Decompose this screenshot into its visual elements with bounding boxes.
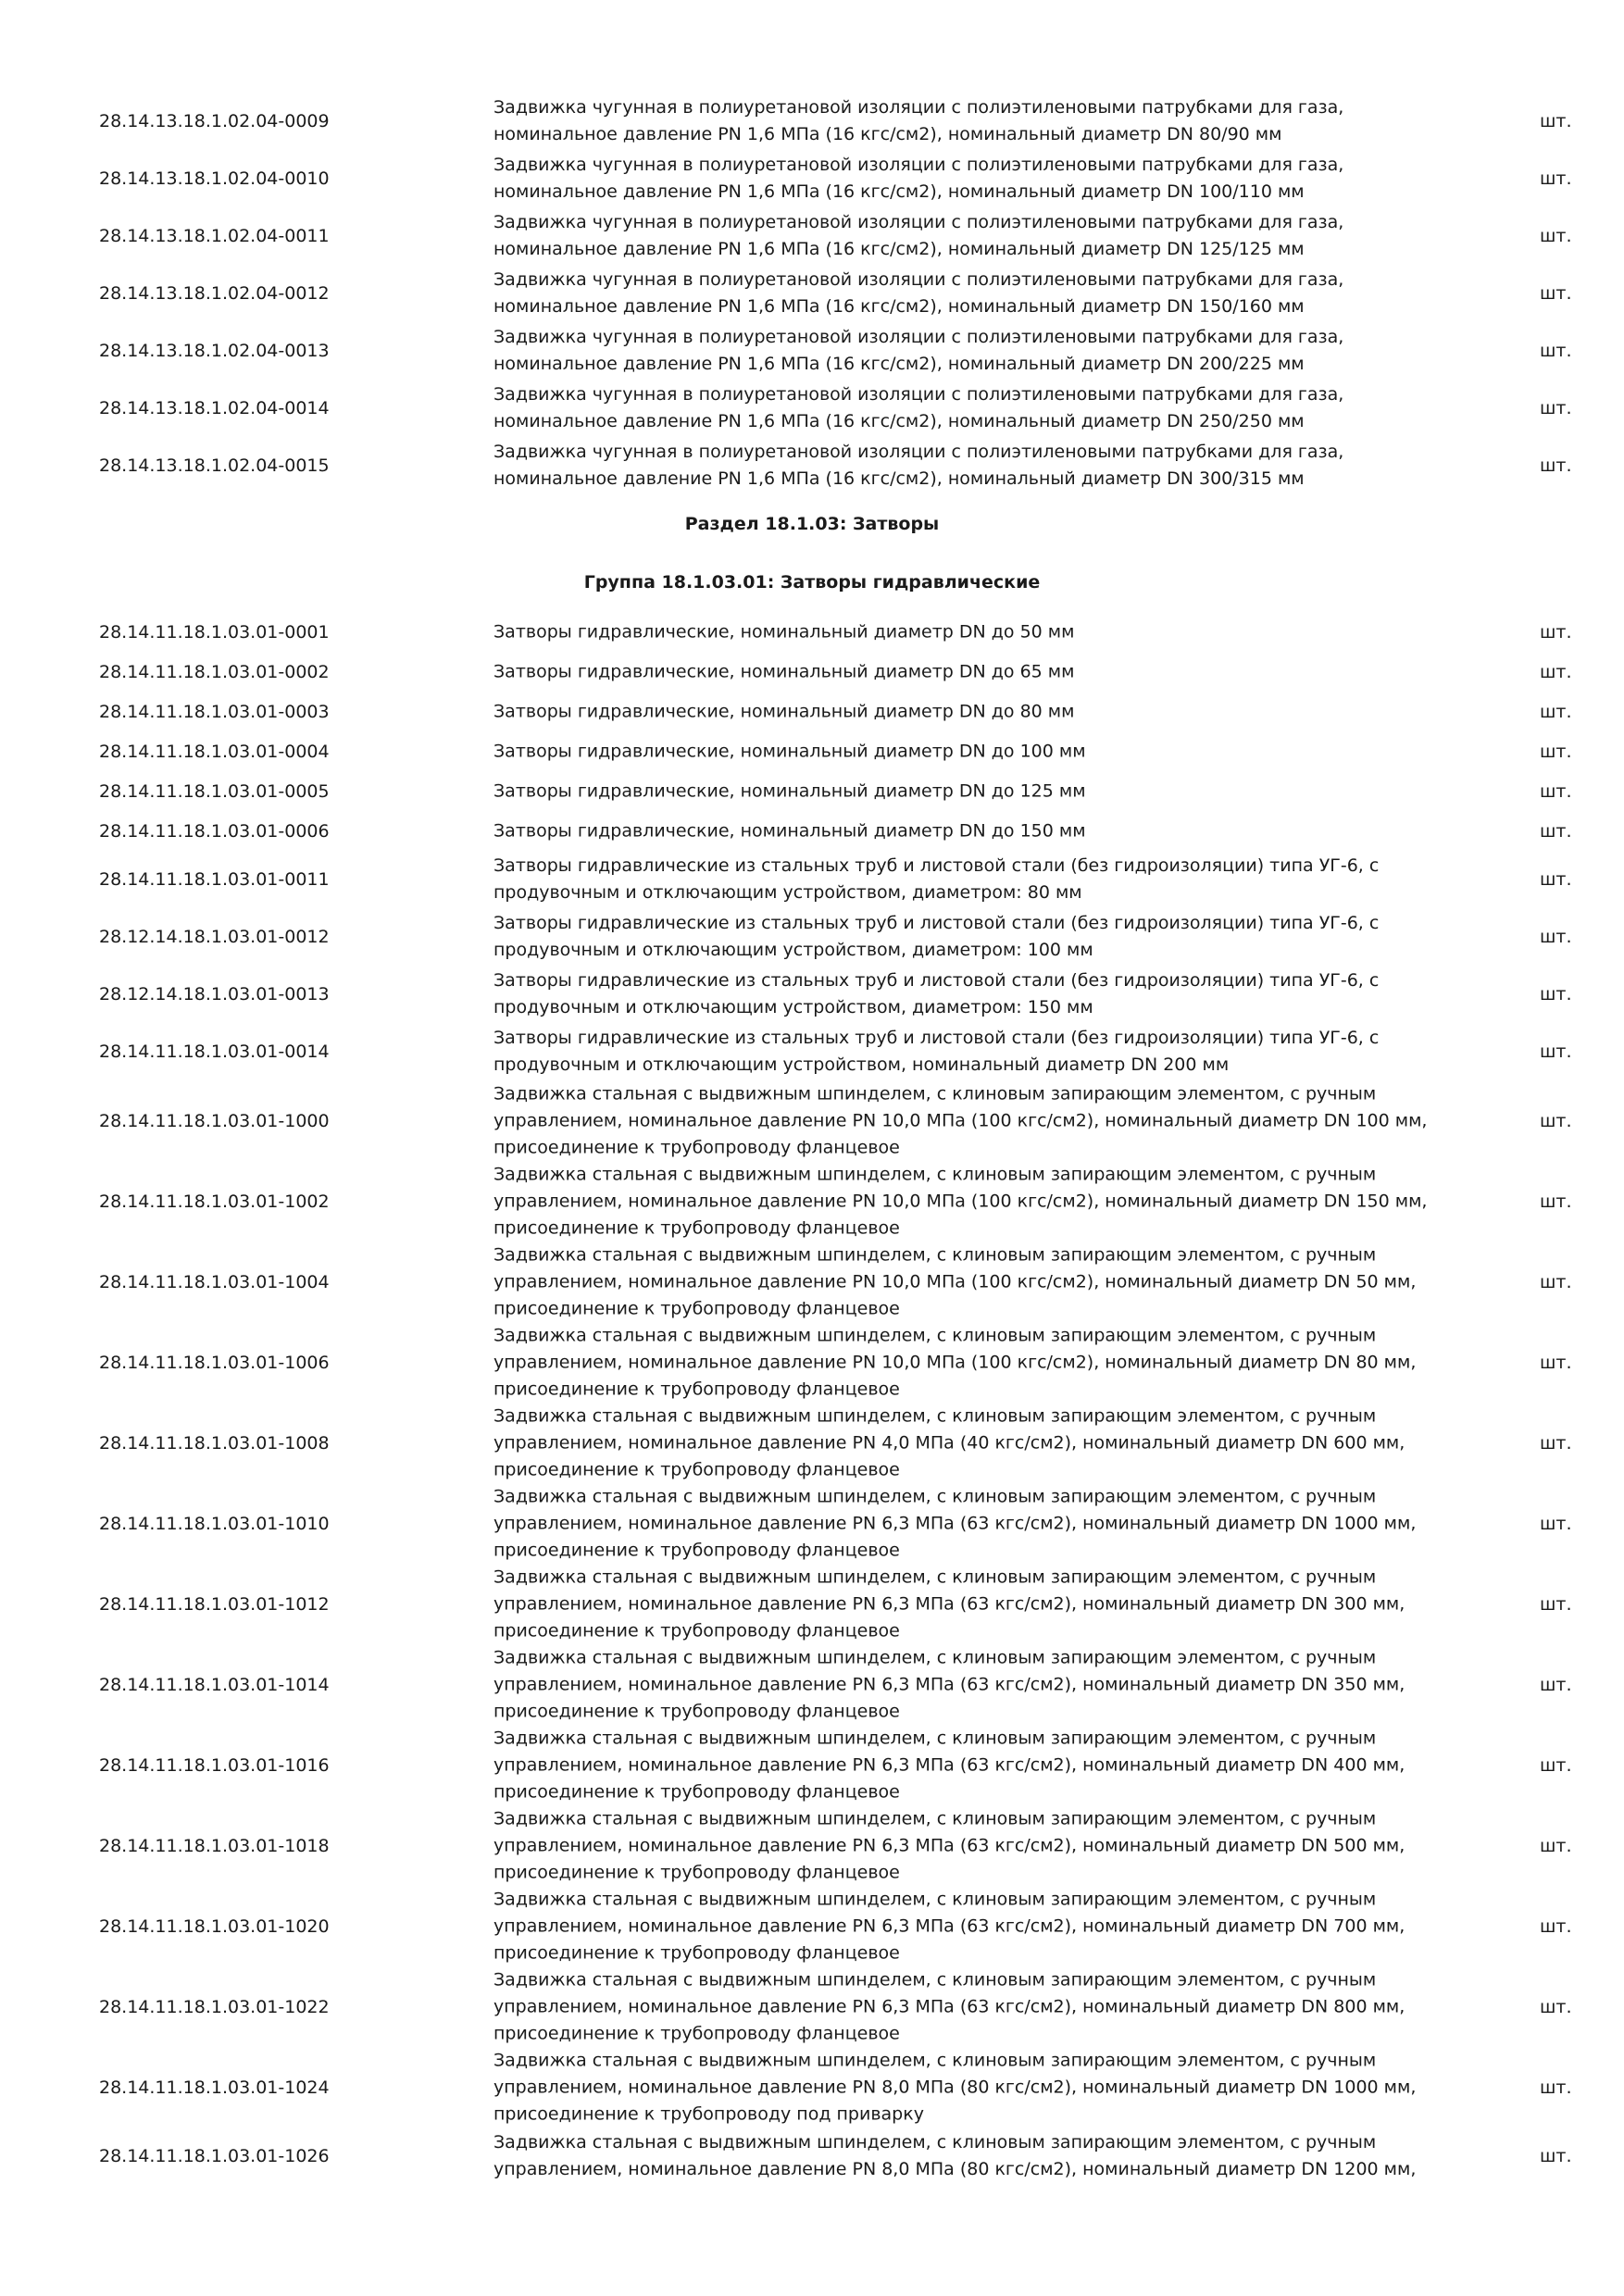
description-line: Задвижка чугунная в полиуретановой изоляции с полиэтиленовыми патрубками для газа,	[493, 155, 1344, 175]
item-description	[493, 1564, 1493, 1644]
description-line: присоединение к трубопроводу фланцевое	[493, 1620, 900, 1641]
description-line: управлением, номинальное давление PN 10,0 МПа (100 кгс/см2), номинальный диаметр DN 50 мм,	[493, 1271, 1417, 1292]
item-code: 28.14.11.18.1.03.01-1008	[99, 1432, 330, 1454]
item-unit: шт.	[1540, 283, 1572, 304]
description-line: Задвижка стальная с выдвижным шпинделем, с клиновым запирающим элементом, с ручным	[493, 1244, 1377, 1265]
description-line: управлением, номинальное давление PN 8,0 МПа (80 кгс/см2), номинальный диаметр DN 1200 мм,	[493, 2159, 1417, 2179]
item-description	[493, 1242, 1493, 1322]
item-description	[493, 1080, 1493, 1161]
item-description	[493, 738, 1493, 765]
description-line: Задвижка стальная с выдвижным шпинделем, с клиновым запирающим элементом, с ручным	[493, 1969, 1377, 1990]
item-unit: шт.	[1540, 1754, 1572, 1776]
description-line: Задвижка стальная с выдвижным шпинделем, с клиновым запирающим элементом, с ручным	[493, 1566, 1377, 1587]
item-description	[493, 967, 1493, 1021]
item-code: 28.12.14.18.1.03.01-0012	[99, 927, 330, 947]
item-unit: шт.	[1540, 1674, 1572, 1695]
description-line: Задвижка чугунная в полиуретановой изоляции с полиэтиленовыми патрубками для газа,	[493, 269, 1344, 290]
item-code: 28.14.11.18.1.03.01-0011	[99, 869, 330, 890]
item-description	[493, 1403, 1493, 1483]
item-code: 28.14.11.18.1.03.01-1010	[99, 1513, 330, 1534]
description-line: присоединение к трубопроводу фланцевое	[493, 1781, 900, 1802]
table-row	[0, 380, 1624, 437]
description-line: Затворы гидравлические, номинальный диаметр DN до 80 мм	[493, 701, 1075, 721]
item-unit: шт.	[1540, 1191, 1572, 1212]
item-code: 28.14.13.18.1.02.04-0012	[99, 283, 330, 304]
description-line: номинальное давление PN 1,6 МПа (16 кгс/см2), номинальный диаметр DN 300/315 мм	[493, 468, 1305, 489]
item-code: 28.14.11.18.1.03.01-1002	[99, 1191, 330, 1212]
item-unit: шт.	[1540, 1110, 1572, 1131]
item-code: 28.14.11.18.1.03.01-1000	[99, 1110, 330, 1131]
description-line: номинальное давление PN 1,6 МПа (16 кгс/см2), номинальный диаметр DN 100/110 мм	[493, 181, 1305, 202]
table-row	[0, 612, 1624, 652]
description-line: Задвижка чугунная в полиуретановой изоляции с полиэтиленовыми патрубками для газа,	[493, 442, 1344, 462]
item-code: 28.14.11.18.1.03.01-1024	[99, 2077, 330, 2098]
description-line: управлением, номинальное давление PN 8,0 МПа (80 кгс/см2), номинальный диаметр DN 1000 мм,	[493, 2077, 1417, 2097]
item-description	[493, 1886, 1493, 1966]
item-code: 28.14.11.18.1.03.01-0004	[99, 741, 330, 762]
item-unit: шт.	[1540, 111, 1572, 131]
item-unit: шт.	[1540, 621, 1572, 643]
description-line: присоединение к трубопроводу фланцевое	[493, 1379, 900, 1399]
description-line: управлением, номинальное давление PN 6,3 МПа (63 кгс/см2), номинальный диаметр DN 350 мм,	[493, 1674, 1405, 1694]
item-unit: шт.	[1540, 2077, 1572, 2098]
item-code: 28.14.13.18.1.02.04-0010	[99, 168, 330, 189]
description-line: присоединение к трубопроводу фланцевое	[493, 1459, 900, 1479]
description-line: Затворы гидравлические из стальных труб и листовой стали (без гидроизоляции) типа УГ-6, с	[493, 913, 1380, 933]
description-line: управлением, номинальное давление PN 6,3 МПа (63 кгс/см2), номинальный диаметр DN 500 мм,	[493, 1835, 1405, 1855]
item-description	[493, 853, 1493, 906]
description-line: Задвижка стальная с выдвижным шпинделем, с клиновым запирающим элементом, с ручным	[493, 1647, 1377, 1667]
item-unit: шт.	[1540, 701, 1572, 722]
description-line: Задвижка стальная с выдвижным шпинделем, с клиновым запирающим элементом, с ручным	[493, 1405, 1377, 1426]
description-line: Затворы гидравлические, номинальный диаметр DN до 65 мм	[493, 661, 1075, 681]
description-line: продувочным и отключающим устройством, диаметром: 80 мм	[493, 882, 1082, 903]
item-code: 28.14.11.18.1.03.01-1016	[99, 1754, 330, 1776]
table-row	[0, 1161, 1624, 1242]
item-code: 28.14.11.18.1.03.01-1018	[99, 1835, 330, 1856]
item-code: 28.14.11.18.1.03.01-1014	[99, 1674, 330, 1695]
table-row	[0, 437, 1624, 494]
item-description	[493, 658, 1493, 685]
item-unit: шт.	[1540, 820, 1572, 842]
item-description	[493, 1025, 1493, 1079]
item-code: 28.12.14.18.1.03.01-0013	[99, 984, 330, 1004]
item-code: 28.14.13.18.1.02.04-0015	[99, 455, 330, 476]
item-unit: шт.	[1540, 780, 1572, 802]
description-line: Затворы гидравлические, номинальный диаметр DN до 150 мм	[493, 820, 1086, 841]
description-line: присоединение к трубопроводу фланцевое	[493, 1217, 900, 1238]
document-page	[0, 93, 1624, 2185]
description-line: Затворы гидравлические из стальных труб и листовой стали (без гидроизоляции) типа УГ-6, с	[493, 1028, 1380, 1048]
description-line: Затворы гидравлические, номинальный диаметр DN до 100 мм	[493, 741, 1086, 761]
description-line: присоединение к трубопроводу фланцевое	[493, 1862, 900, 1882]
table-row	[0, 1023, 1624, 1080]
table-row	[0, 1483, 1624, 1564]
table-row	[0, 966, 1624, 1023]
description-line: Задвижка стальная с выдвижным шпинделем, с клиновым запирающим элементом, с ручным	[493, 1486, 1377, 1506]
table-row	[0, 2128, 1624, 2185]
item-unit: шт.	[1540, 1835, 1572, 1856]
description-line: Задвижка стальная с выдвижным шпинделем, с клиновым запирающим элементом, с ручным	[493, 1164, 1377, 1184]
table-row	[0, 1886, 1624, 1966]
item-description	[493, 439, 1493, 493]
description-line: продувочным и отключающим устройством, диаметром: 100 мм	[493, 940, 1093, 960]
item-description	[493, 1805, 1493, 1886]
description-line: продувочным и отключающим устройством, номинальный диаметр DN 200 мм	[493, 1054, 1230, 1075]
table-row	[0, 1805, 1624, 1886]
description-line: присоединение к трубопроводу фланцевое	[493, 1298, 900, 1318]
table-row	[0, 851, 1624, 908]
description-line: Задвижка чугунная в полиуретановой изоляции с полиэтиленовыми патрубками для газа,	[493, 212, 1344, 232]
item-code: 28.14.11.18.1.03.01-0006	[99, 820, 330, 842]
group-heading: Группа 18.1.03.01: Затворы гидравлические	[583, 572, 1041, 593]
description-line: управлением, номинальное давление PN 6,3 МПа (63 кгс/см2), номинальный диаметр DN 700 мм,	[493, 1915, 1405, 1936]
item-unit: шт.	[1540, 661, 1572, 682]
table-row	[0, 1080, 1624, 1161]
item-unit: шт.	[1540, 455, 1572, 476]
description-line: Задвижка стальная с выдвижным шпинделем, с клиновым запирающим элементом, с ручным	[493, 1808, 1377, 1828]
item-description	[493, 267, 1493, 320]
table-row	[0, 1403, 1624, 1483]
table-row	[0, 1322, 1624, 1403]
item-description	[493, 209, 1493, 263]
item-description	[493, 152, 1493, 206]
item-description	[493, 324, 1493, 378]
item-code: 28.14.13.18.1.02.04-0011	[99, 226, 330, 246]
table-row	[0, 731, 1624, 771]
description-line: номинальное давление PN 1,6 МПа (16 кгс/см2), номинальный диаметр DN 150/160 мм	[493, 296, 1305, 317]
item-code: 28.14.11.18.1.03.01-0002	[99, 661, 330, 682]
item-unit: шт.	[1540, 226, 1572, 246]
table-row	[0, 1242, 1624, 1322]
description-line: управлением, номинальное давление PN 10,0 МПа (100 кгс/см2), номинальный диаметр DN 80 мм,	[493, 1352, 1417, 1372]
item-unit: шт.	[1540, 869, 1572, 890]
item-code: 28.14.11.18.1.03.01-1022	[99, 1996, 330, 2017]
table-row	[0, 150, 1624, 207]
table-row	[0, 322, 1624, 380]
description-line: Задвижка стальная с выдвижным шпинделем, с клиновым запирающим элементом, с ручным	[493, 1083, 1377, 1104]
description-line: управлением, номинальное давление PN 6,3 МПа (63 кгс/см2), номинальный диаметр DN 400 мм,	[493, 1754, 1405, 1775]
table-row	[0, 811, 1624, 851]
description-line: присоединение к трубопроводу под приварку	[493, 2103, 924, 2124]
item-code: 28.14.13.18.1.02.04-0013	[99, 341, 330, 361]
item-description	[493, 910, 1493, 964]
description-line: управлением, номинальное давление PN 4,0 МПа (40 кгс/см2), номинальный диаметр DN 600 мм,	[493, 1432, 1405, 1453]
item-unit: шт.	[1540, 341, 1572, 361]
description-line: управлением, номинальное давление PN 10,0 МПа (100 кгс/см2), номинальный диаметр DN 150 мм,	[493, 1191, 1428, 1211]
item-description	[493, 1644, 1493, 1725]
description-line: Задвижка стальная с выдвижным шпинделем, с клиновым запирающим элементом, с ручным	[493, 1889, 1377, 1909]
description-line: номинальное давление PN 1,6 МПа (16 кгс/см2), номинальный диаметр DN 125/125 мм	[493, 239, 1305, 259]
table-row	[0, 1644, 1624, 1725]
item-description	[493, 618, 1493, 645]
section-heading: Раздел 18.1.03: Затворы	[684, 514, 940, 534]
description-line: Задвижка стальная с выдвижным шпинделем, с клиновым запирающим элементом, с ручным	[493, 2132, 1377, 2152]
item-description	[493, 817, 1493, 844]
item-description	[493, 2129, 1493, 2183]
item-code: 28.14.11.18.1.03.01-1026	[99, 2146, 330, 2166]
table-row	[0, 771, 1624, 811]
description-line: управлением, номинальное давление PN 6,3 МПа (63 кгс/см2), номинальный диаметр DN 800 мм,	[493, 1996, 1405, 2016]
description-line: присоединение к трубопроводу фланцевое	[493, 2023, 900, 2043]
table-row	[0, 1725, 1624, 1805]
item-description	[493, 381, 1493, 435]
table-row	[0, 93, 1624, 150]
description-line: присоединение к трубопроводу фланцевое	[493, 1540, 900, 1560]
item-code: 28.14.11.18.1.03.01-0001	[99, 621, 330, 643]
table-row	[0, 692, 1624, 731]
description-line: продувочным и отключающим устройством, диаметром: 150 мм	[493, 997, 1093, 1017]
item-unit: шт.	[1540, 1915, 1572, 1937]
table-row	[0, 1564, 1624, 1644]
item-unit: шт.	[1540, 1513, 1572, 1534]
item-unit: шт.	[1540, 1996, 1572, 2017]
item-unit: шт.	[1540, 927, 1572, 947]
description-line: номинальное давление PN 1,6 МПа (16 кгс/см2), номинальный диаметр DN 200/225 мм	[493, 354, 1305, 374]
item-unit: шт.	[1540, 168, 1572, 189]
item-unit: шт.	[1540, 1042, 1572, 1062]
table-row	[0, 908, 1624, 966]
table-row	[0, 2047, 1624, 2128]
description-line: управлением, номинальное давление PN 10,0 МПа (100 кгс/см2), номинальный диаметр DN 100 мм,	[493, 1110, 1428, 1130]
description-line: присоединение к трубопроводу фланцевое	[493, 1701, 900, 1721]
item-unit: шт.	[1540, 741, 1572, 762]
item-code: 28.14.11.18.1.03.01-0005	[99, 780, 330, 802]
item-description	[493, 1725, 1493, 1805]
item-unit: шт.	[1540, 2146, 1572, 2166]
description-line: Затворы гидравлические из стальных труб и листовой стали (без гидроизоляции) типа УГ-6, с	[493, 855, 1380, 876]
description-line: присоединение к трубопроводу фланцевое	[493, 1942, 900, 1963]
description-line: Задвижка стальная с выдвижным шпинделем, с клиновым запирающим элементом, с ручным	[493, 2050, 1377, 2070]
item-unit: шт.	[1540, 1593, 1572, 1615]
item-unit: шт.	[1540, 984, 1572, 1004]
item-description	[493, 2047, 1493, 2128]
table-row	[0, 265, 1624, 322]
item-code: 28.14.11.18.1.03.01-1006	[99, 1352, 330, 1373]
item-code: 28.14.11.18.1.03.01-0014	[99, 1042, 330, 1062]
item-description	[493, 1161, 1493, 1242]
item-description	[493, 778, 1493, 805]
item-unit: шт.	[1540, 1432, 1572, 1454]
item-description	[493, 1322, 1493, 1403]
item-code: 28.14.11.18.1.03.01-1020	[99, 1915, 330, 1937]
description-line: номинальное давление PN 1,6 МПа (16 кгс/см2), номинальный диаметр DN 250/250 мм	[493, 411, 1305, 431]
item-code: 28.14.11.18.1.03.01-0003	[99, 701, 330, 722]
item-unit: шт.	[1540, 398, 1572, 418]
description-line: номинальное давление PN 1,6 МПа (16 кгс/см2), номинальный диаметр DN 80/90 мм	[493, 124, 1282, 144]
description-line: Задвижка стальная с выдвижным шпинделем, с клиновым запирающим элементом, с ручным	[493, 1325, 1377, 1345]
description-line: управлением, номинальное давление PN 6,3 МПа (63 кгс/см2), номинальный диаметр DN 1000 мм,	[493, 1513, 1417, 1533]
description-line: Затворы гидравлические из стальных труб и листовой стали (без гидроизоляции) типа УГ-6, с	[493, 970, 1380, 991]
item-description	[493, 94, 1493, 148]
item-code: 28.14.13.18.1.02.04-0014	[99, 398, 330, 418]
table-row	[0, 207, 1624, 265]
item-unit: шт.	[1540, 1352, 1572, 1373]
description-line: Задвижка чугунная в полиуретановой изоляции с полиэтиленовыми патрубками для газа,	[493, 384, 1344, 405]
item-code: 28.14.13.18.1.02.04-0009	[99, 111, 330, 131]
description-line: Затворы гидравлические, номинальный диаметр DN до 50 мм	[493, 621, 1075, 642]
table-row	[0, 1966, 1624, 2047]
description-line: управлением, номинальное давление PN 6,3 МПа (63 кгс/см2), номинальный диаметр DN 300 мм,	[493, 1593, 1405, 1614]
table-row	[0, 652, 1624, 692]
item-code: 28.14.11.18.1.03.01-1012	[99, 1593, 330, 1615]
description-line: присоединение к трубопроводу фланцевое	[493, 1137, 900, 1157]
description-line: Задвижка чугунная в полиуретановой изоляции с полиэтиленовыми патрубками для газа,	[493, 327, 1344, 347]
item-description	[493, 698, 1493, 725]
description-line: Затворы гидравлические, номинальный диаметр DN до 125 мм	[493, 780, 1086, 801]
item-code: 28.14.11.18.1.03.01-1004	[99, 1271, 330, 1292]
description-line: Задвижка стальная с выдвижным шпинделем, с клиновым запирающим элементом, с ручным	[493, 1728, 1377, 1748]
item-description	[493, 1483, 1493, 1564]
item-unit: шт.	[1540, 1271, 1572, 1292]
description-line: Задвижка чугунная в полиуретановой изоляции с полиэтиленовыми патрубками для газа,	[493, 97, 1344, 118]
item-description	[493, 1966, 1493, 2047]
